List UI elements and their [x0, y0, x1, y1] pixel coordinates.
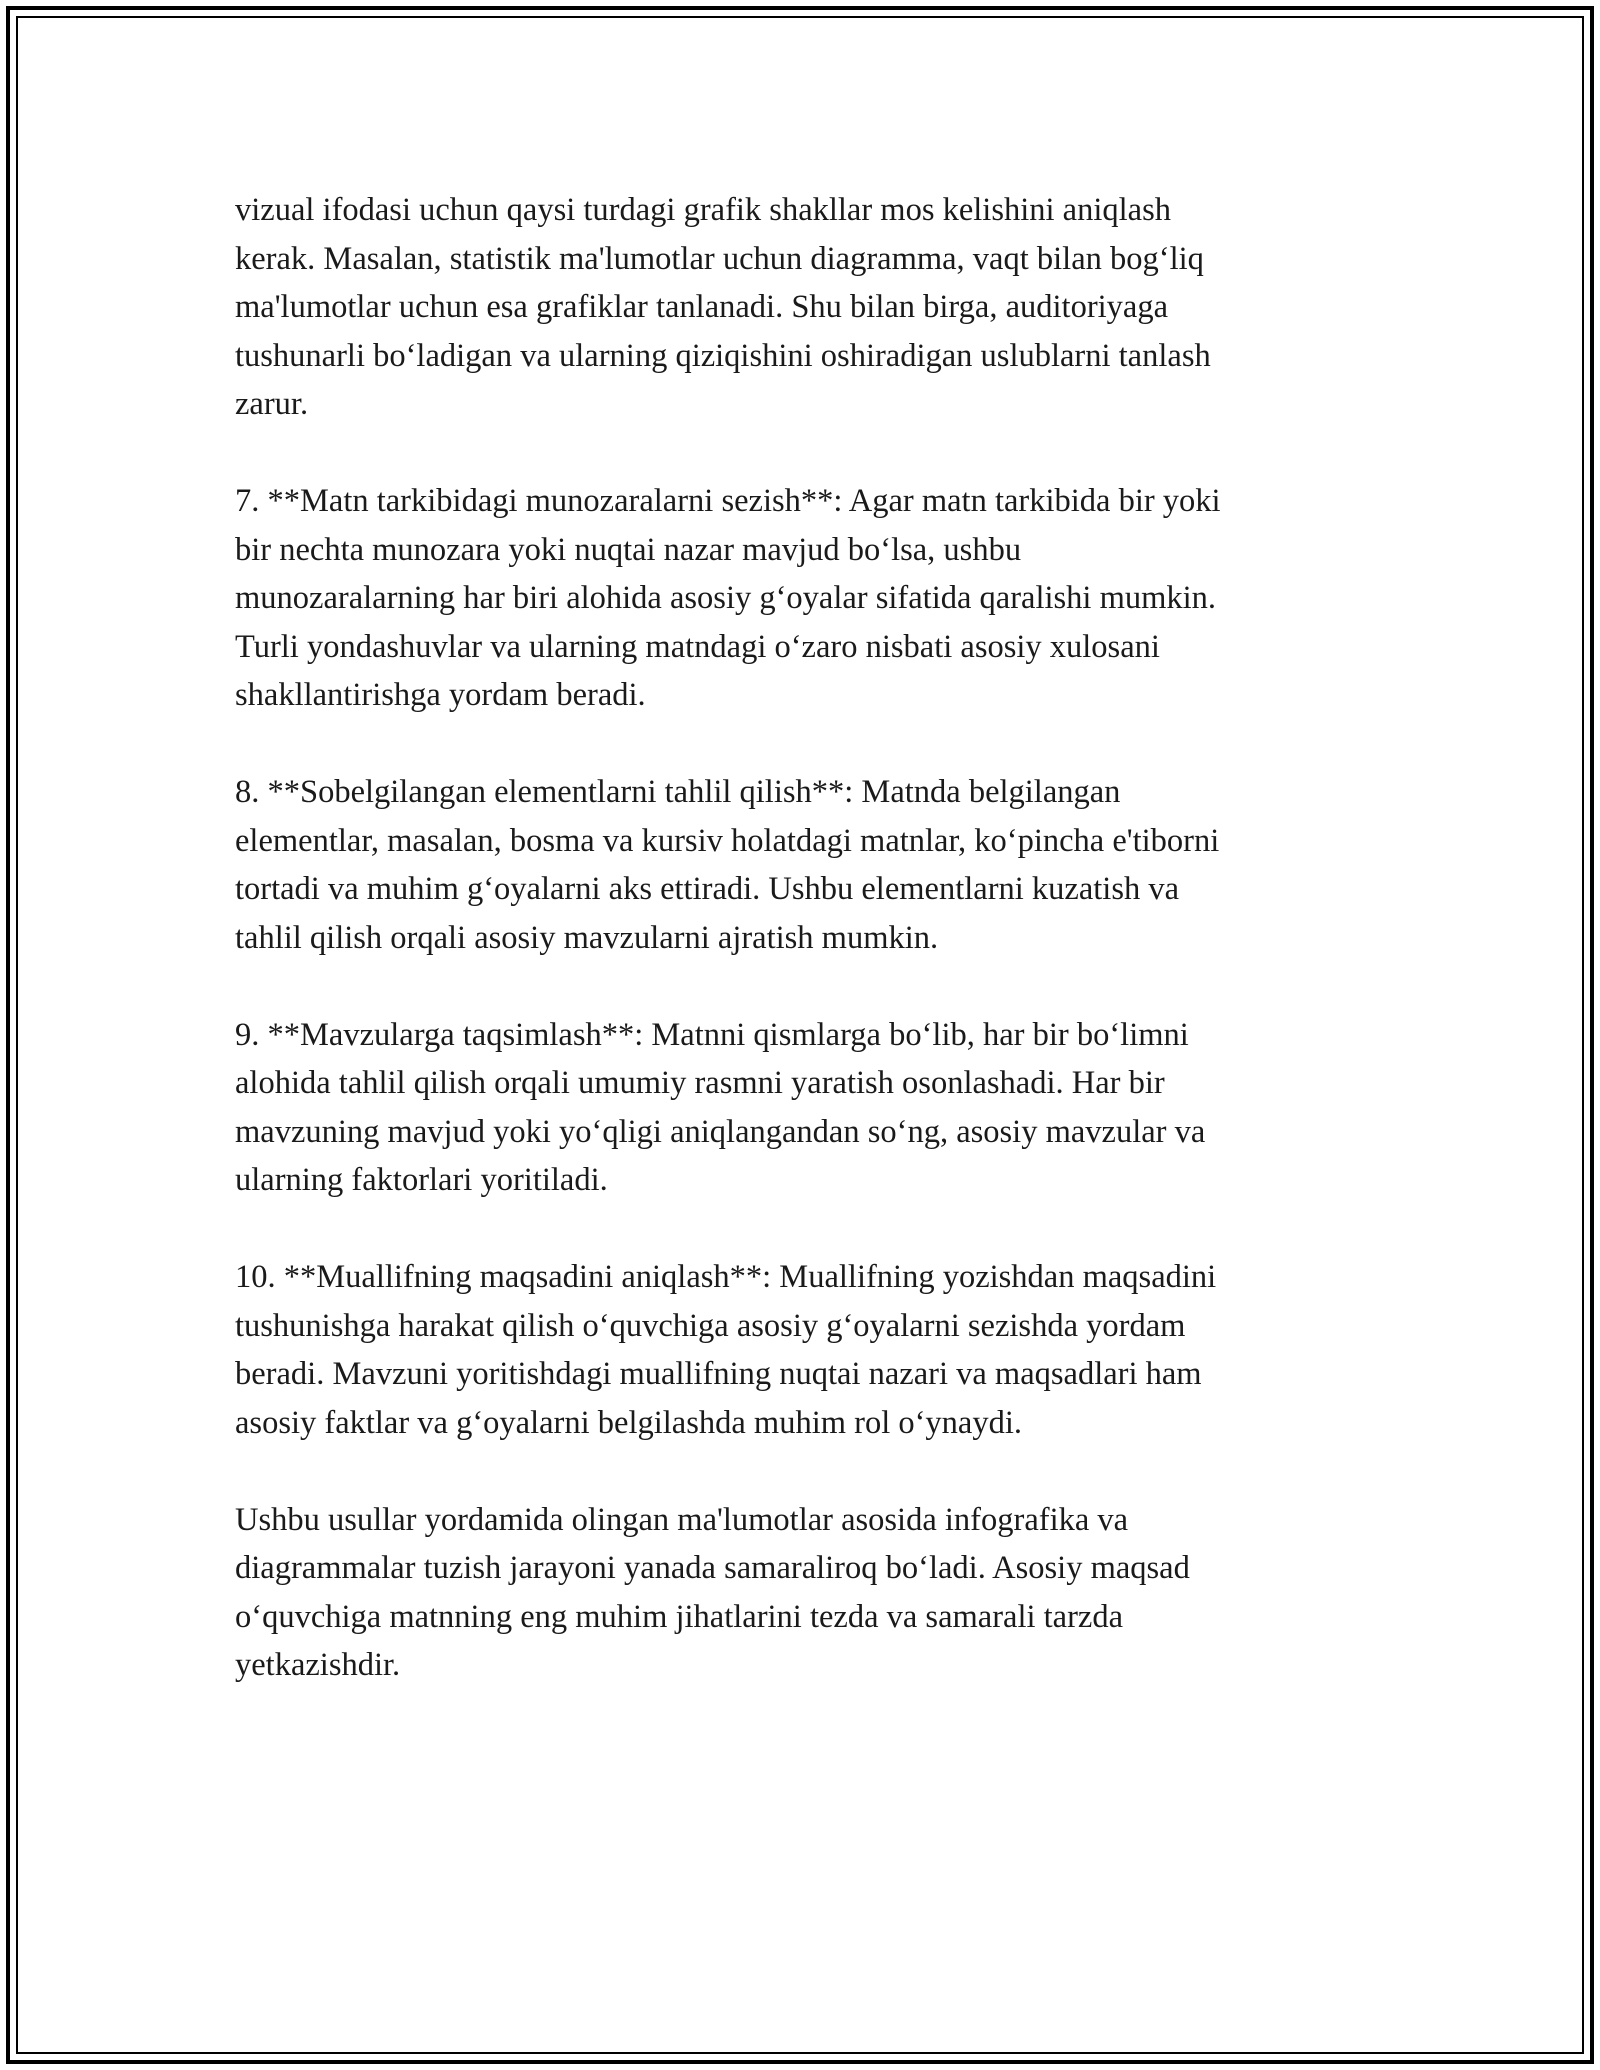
text-line: 10. **Muallifning maqsadini aniqlash**: Muallifning yozishdan maqsadini	[235, 1259, 1217, 1295]
text-line: 9. **Mavzularga taqsimlash**: Matnni qismlarga bo‘lib, har bir bo‘limni	[235, 1016, 1189, 1053]
text-line: kerak. Masalan, statistik ma'lumotlar uchun diagramma, vaqt bilan bog‘liq	[235, 240, 1204, 277]
text-line: ularning faktorlari yoritiladi.	[235, 1162, 608, 1198]
text-line: yetkazishdir.	[235, 1647, 401, 1683]
text-line: 7. **Matn tarkibidagi munozaralarni sezish**: Agar matn tarkibida bir yoki	[235, 483, 1221, 519]
text-line: shakllantirishga yordam beradi.	[235, 677, 646, 713]
paragraph-conclusion	[235, 1496, 1385, 1690]
text-line: mavzuning mavjud yoki yo‘qligi aniqlangandan so‘ng, asosiy mavzular va	[235, 1113, 1206, 1150]
text-line: elementlar, masalan, bosma va kursiv holatdagi matnlar, ko‘pincha e'tiborni	[235, 822, 1220, 859]
paragraph-item-9	[235, 1011, 1385, 1205]
text-line: alohida tahlil qilish orqali umumiy rasmni yaratish osonlashadi. Har bir	[235, 1065, 1165, 1101]
text-line: Turli yondashuvlar va ularning matndagi o‘zaro nisbati asosiy xulosani	[235, 628, 1160, 665]
text-line: asosiy faktlar va g‘oyalarni belgilashda muhim rol o‘ynaydi.	[235, 1404, 1023, 1441]
text-line: zarur.	[235, 386, 309, 422]
text-line: ma'lumotlar uchun esa grafiklar tanlanadi. Shu bilan birga, auditoriyaga	[235, 289, 1169, 325]
paragraph-visual-expression	[235, 186, 1385, 429]
paragraph-item-7	[235, 477, 1385, 720]
paragraph-item-10	[235, 1253, 1385, 1447]
text-line: bir nechta munozara yoki nuqtai nazar mavjud bo‘lsa, ushbu	[235, 531, 1022, 568]
text-line: tushunishga harakat qilish o‘quvchiga asosiy g‘oyalarni sezishda yordam	[235, 1307, 1186, 1344]
text-line: 8. **Sobelgilangan elementlarni tahlil qilish**: Matnda belgilangan	[235, 774, 1121, 810]
text-line: diagrammalar tuzish jarayoni yanada samaraliroq bo‘ladi. Asosiy maqsad	[235, 1550, 1190, 1586]
text-line: Ushbu usullar yordamida olingan ma'lumotlar asosida infografika va	[235, 1501, 1129, 1538]
text-line: tushunarli bo‘ladigan va ularning qiziqishini oshiradigan uslublarni tanlash	[235, 337, 1211, 374]
text-line: tahlil qilish orqali asosiy mavzularni ajratish mumkin.	[235, 919, 939, 956]
document-body	[235, 186, 1385, 1738]
text-line: munozaralarning har biri alohida asosiy g‘oyalar sifatida qaralishi mumkin.	[235, 580, 1217, 616]
text-line: o‘quvchiga matnning eng muhim jihatlarini tezda va samarali tarzda	[235, 1598, 1124, 1635]
paragraph-item-8	[235, 768, 1385, 962]
text-line: vizual ifodasi uchun qaysi turdagi grafik shakllar mos kelishini aniqlash	[235, 192, 1171, 228]
text-line: beradi. Mavzuni yoritishdagi muallifning nuqtai nazari va maqsadlari ham	[235, 1356, 1202, 1392]
text-line: tortadi va muhim g‘oyalarni aks ettiradi. Ushbu elementlarni kuzatish va	[235, 871, 1180, 907]
